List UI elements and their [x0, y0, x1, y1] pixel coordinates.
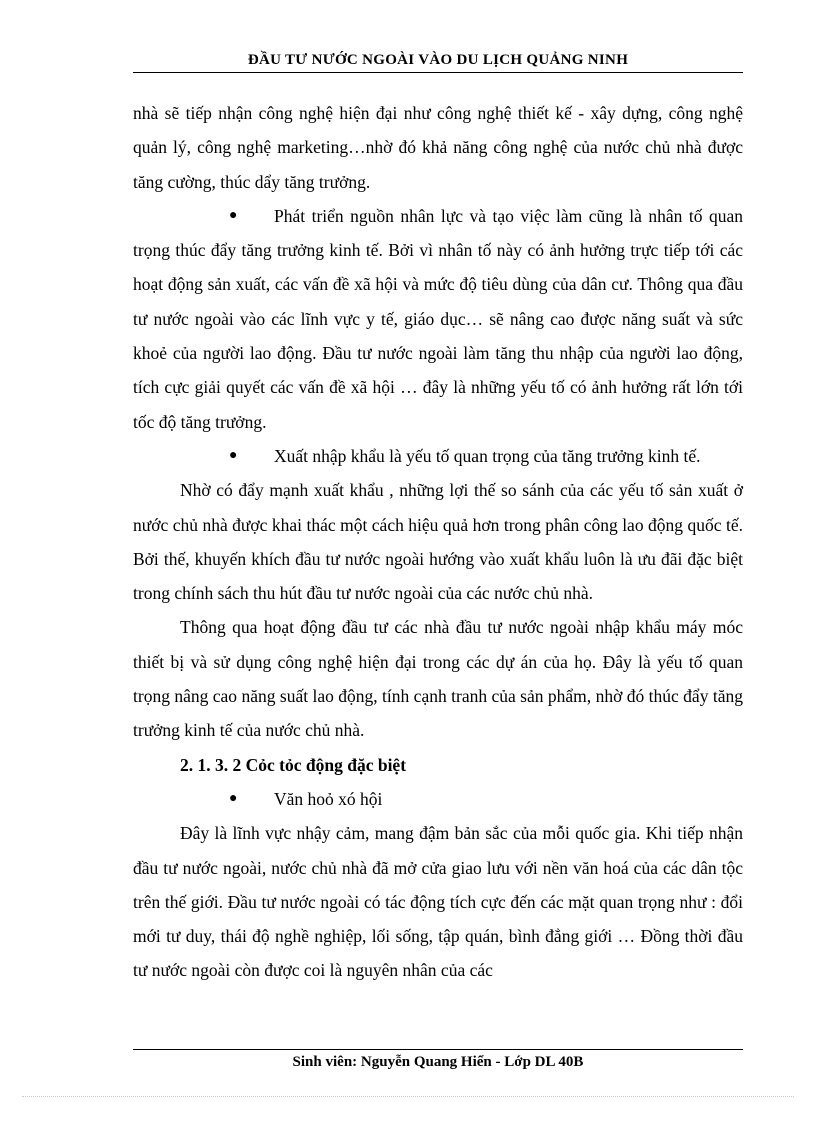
footer-divider	[133, 1049, 743, 1050]
section-heading: 2. 1. 3. 2 Cỏc tỏc động đặc biệt	[180, 754, 407, 775]
paragraph-export: Nhờ có đẩy mạnh xuất khẩu , những lợi thế so sánh của các yếu tố sản xuất ở nước chủ nhà được khai thác một cách hiệu quả hơn trong phân công lao động quốc tế. Bởi thế, khuyến khích đầu tư nước ngoài hướng vào xuất khẩu luôn là ưu đãi đặc biệt trong chính sách thu hút đầu tư nước ngoài của các nước chủ nhà.	[133, 480, 743, 604]
bullet-item-text: Phát triển nguồn nhân lực và tạo việc làm cũng là nhân tố quan trọng thúc đẩy tăng trưởng kinh tế. Bởi vì nhân tố này có ảnh hưởng trực tiếp tới các hoạt động sản xuất, các vấn đề xã hội và mức độ tiêu dùng của dân cư. Thông qua đầu tư nước ngoài vào các lĩnh vực y tế, giáo dục… sẽ nâng cao được năng suất và sức khoẻ của người lao động. Đầu tư nước ngoài làm tăng thu nhập của người lao động, tích cực giải quyết các vấn đề xã hội … đây là những yếu tố có ảnh hưởng rất lớn tới tốc độ tăng trưởng.	[133, 205, 743, 432]
bullet-item-text: Văn hoỏ xó hội	[274, 788, 383, 809]
bullet-dot-icon: ●	[229, 207, 238, 223]
paragraph-technology: Thông qua hoạt động đầu tư các nhà đầu tư nước ngoài nhập khẩu máy móc thiết bị và sử dụng công nghệ hiện đại trong các dự án của họ. Đây là yếu tố quan trọng nâng cao năng suất lao động, tính cạnh tranh của sản phẩm, nhờ đó thúc đẩy tăng trưởng kinh tế của nước chủ nhà.	[133, 617, 743, 741]
page-footer-author: Sinh viên: Nguyễn Quang Hiển - Lớp DL 40B	[292, 1054, 584, 1070]
document-body	[133, 96, 743, 988]
bullet-item-culture	[133, 782, 743, 816]
page-header-title: ĐẦU TƯ NƯỚC NGOÀI VÀO DU LỊCH QUẢNG NINH	[247, 52, 629, 68]
bullet-item-import-export	[133, 439, 743, 473]
paragraph-continuation: nhà sẽ tiếp nhận công nghệ hiện đại như công nghệ thiết kế - xây dựng, công nghệ quản lý, công nghệ marketing…nhờ đó khả năng công nghệ của nước chủ nhà được tăng cường, thúc dẩy tăng trưởng.	[133, 103, 743, 192]
bullet-item-human-resources	[133, 199, 743, 439]
page-boundary-line	[22, 1096, 794, 1097]
paragraph-culture: Đây là lĩnh vực nhậy cảm, mang đậm bản sắc của mỗi quốc gia. Khi tiếp nhận đầu tư nước ngoài, nước chủ nhà đã mở cửa giao lưu với nền văn hoá của các dân tộc trên thế giới. Đầu tư nước ngoài có tác động tích cực đến các mặt quan trọng như : đổi mới tư duy, thái độ nghề nghiệp, lối sống, tập quán, bình đẳng giới … Đồng thời đầu tư nước ngoài còn được coi là nguyên nhân của các	[133, 823, 743, 981]
bullet-dot-icon: ●	[229, 447, 238, 463]
bullet-item-text: Xuất nhập khẩu là yếu tố quan trọng của tăng trưởng kinh tế.	[274, 445, 701, 466]
bullet-dot-icon: ●	[229, 790, 238, 806]
header-divider	[133, 72, 743, 73]
